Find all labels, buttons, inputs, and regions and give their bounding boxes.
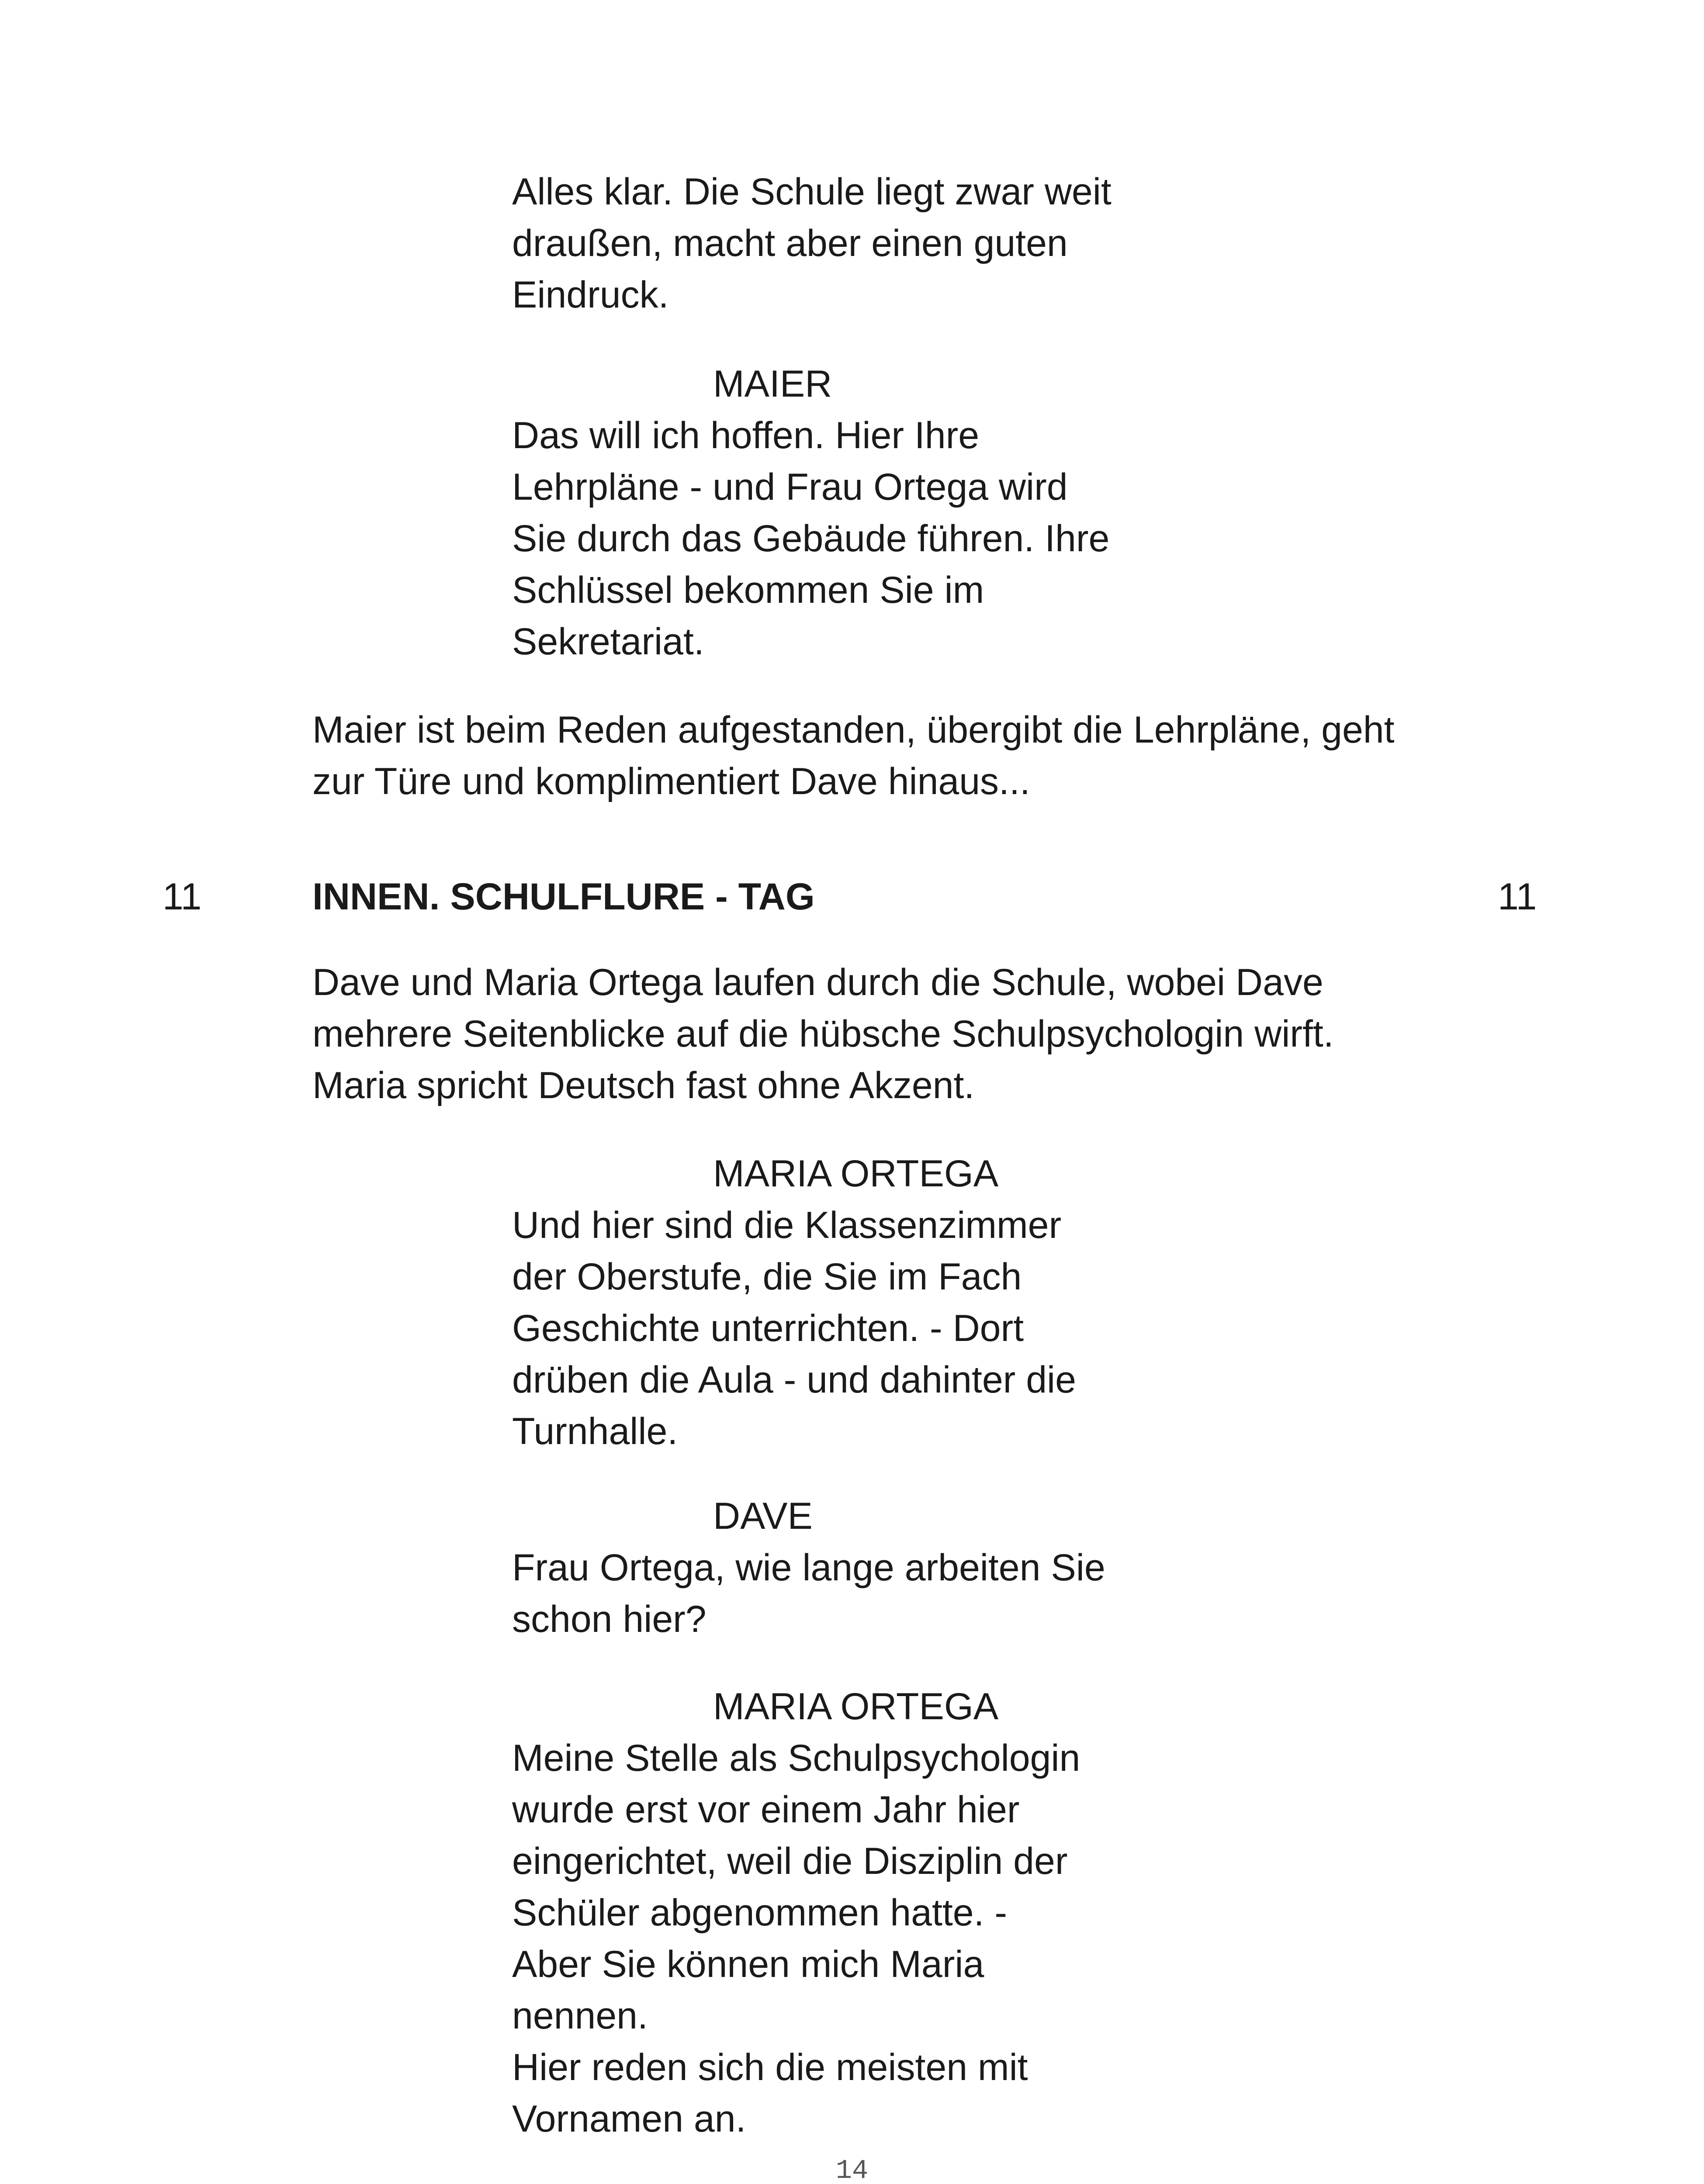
scene-heading: INNEN. SCHULFLURE - TAG <box>312 876 815 918</box>
action-line-1: Maier ist beim Reden aufgestanden, übergibt die Lehrpläne, geht zur Türe und komplimentiert Dave hinaus... <box>312 709 1395 802</box>
character-name-maria-ortega: MARIA ORTEGA <box>713 1153 999 1195</box>
scene-number-right: 11 <box>1498 876 1537 918</box>
dialogue-text-2: Das will ich hoffen. Hier Ihre Lehrpläne - und Frau Ortega wird Sie durch das Gebäude führen. Ihre Schlüssel bekommen Sie im Sekretariat. <box>512 415 1110 663</box>
dialogue-text-1: Alles klar. Die Schule liegt zwar weit draußen, macht aber einen guten Eindruck. <box>512 171 1112 316</box>
character-name-dave: DAVE <box>713 1495 813 1537</box>
dialogue-text-3: Und hier sind die Klassenzimmer der Oberstufe, die Sie im Fach Geschichte unterrichten. - Dort drüben die Aula - und dahinter die Turnhalle. <box>512 1204 1076 1452</box>
dialogue-text-5: Meine Stelle als Schulpsychologin wurde erst vor einem Jahr hier eingerichtet, weil die Disziplin der Schüler abgenommen hatte. - Aber Sie können mich Maria nennen. Hier reden sich die meisten mit Vornamen an. <box>512 1737 1081 2140</box>
page-number: 14 <box>835 2155 869 2184</box>
action-line-2: Dave und Maria Ortega laufen durch die Schule, wobei Dave mehrere Seitenblicke auf die hübsche Schulpsychologin wirft. Maria spricht Deutsch fast ohne Akzent. <box>312 961 1334 1106</box>
scene-number-left: 11 <box>163 876 202 918</box>
dialogue-text-4: Frau Ortega, wie lange arbeiten Sie schon hier? <box>512 1547 1105 1640</box>
character-name-maier: MAIER <box>713 363 832 405</box>
character-name-maria-ortega-2: MARIA ORTEGA <box>713 1686 999 1728</box>
